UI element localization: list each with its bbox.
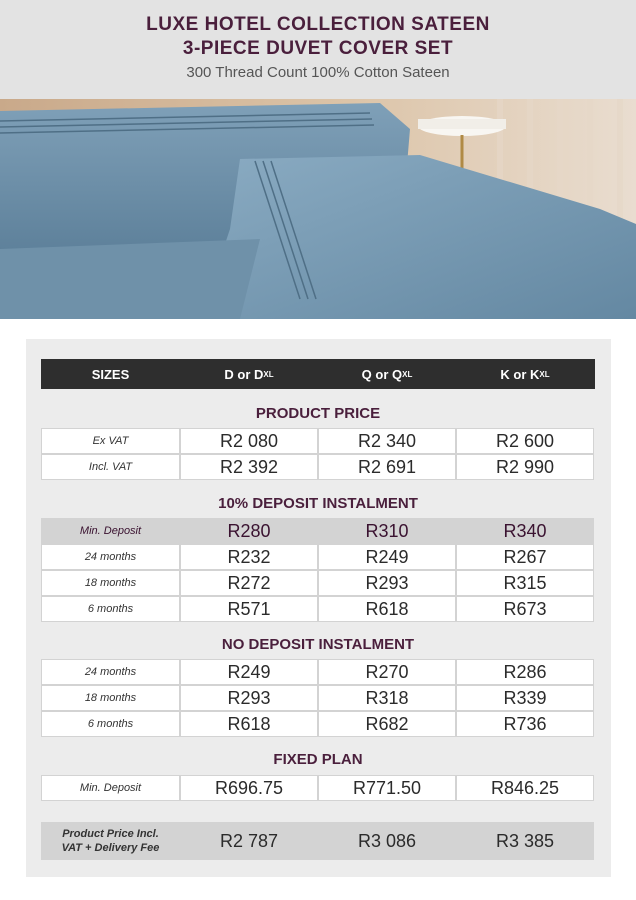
bedding-photo-icon bbox=[0, 99, 636, 319]
row-label: Min. Deposit bbox=[41, 518, 180, 544]
row-label: 6 months bbox=[41, 596, 180, 622]
price-king: R2 600 bbox=[456, 428, 594, 454]
row-label: Min. Deposit bbox=[41, 775, 180, 801]
price-king: R267 bbox=[456, 544, 594, 570]
price-queen: R310 bbox=[318, 518, 456, 544]
table-row bbox=[41, 711, 595, 737]
price-queen: R318 bbox=[318, 685, 456, 711]
bedding-photo bbox=[0, 99, 636, 319]
price-double: R2 080 bbox=[180, 428, 318, 454]
price-queen: R2 340 bbox=[318, 428, 456, 454]
price-double: R280 bbox=[180, 518, 318, 544]
price-queen: R249 bbox=[318, 544, 456, 570]
price-king: R340 bbox=[456, 518, 594, 544]
section-title-fixed-plan: FIXED PLAN bbox=[273, 751, 363, 768]
price-queen: R270 bbox=[318, 659, 456, 685]
row-label: 18 months bbox=[41, 570, 180, 596]
table-row bbox=[41, 544, 595, 570]
price-king: R846.25 bbox=[456, 775, 594, 801]
table-row bbox=[41, 454, 595, 480]
price-queen: R682 bbox=[318, 711, 456, 737]
product-title-line-2: 3-PIECE DUVET COVER SET bbox=[182, 38, 454, 59]
sizes-header-row bbox=[41, 359, 595, 389]
table-row bbox=[41, 659, 595, 685]
table-row bbox=[41, 685, 595, 711]
price-queen: R293 bbox=[318, 570, 456, 596]
size-queen-header: Q or Q XL bbox=[318, 359, 456, 389]
price-double: R696.75 bbox=[180, 775, 318, 801]
price-double: R249 bbox=[180, 659, 318, 685]
price-king: R2 990 bbox=[456, 454, 594, 480]
price-double: R571 bbox=[180, 596, 318, 622]
row-label: 24 months bbox=[41, 544, 180, 570]
row-label: Incl. VAT bbox=[41, 454, 180, 480]
price-double: R232 bbox=[180, 544, 318, 570]
price-king: R315 bbox=[456, 570, 594, 596]
row-label: Ex VAT bbox=[41, 428, 180, 454]
table-row bbox=[41, 570, 595, 596]
price-double: R272 bbox=[180, 570, 318, 596]
price-king: R736 bbox=[456, 711, 594, 737]
price-queen: R771.50 bbox=[318, 775, 456, 801]
table-row bbox=[41, 775, 595, 801]
section-title-deposit-instalment: 10% DEPOSIT INSTALMENT bbox=[218, 495, 418, 512]
total-row-label: Product Price Incl. VAT + Delivery Fee bbox=[41, 822, 180, 860]
row-label: 24 months bbox=[41, 659, 180, 685]
total-queen: R3 086 bbox=[318, 822, 456, 860]
section-title-no-deposit-instalment: NO DEPOSIT INSTALMENT bbox=[221, 636, 415, 653]
table-row bbox=[41, 428, 595, 454]
total-king: R3 385 bbox=[456, 822, 594, 860]
price-king: R339 bbox=[456, 685, 594, 711]
row-label: 6 months bbox=[41, 711, 180, 737]
size-king-header: K or K XL bbox=[456, 359, 594, 389]
row-label: 18 months bbox=[41, 685, 180, 711]
size-double-header: D or D XL bbox=[180, 359, 318, 389]
price-double: R2 392 bbox=[180, 454, 318, 480]
price-queen: R2 691 bbox=[318, 454, 456, 480]
table-row bbox=[41, 518, 595, 544]
price-table-panel bbox=[26, 339, 611, 877]
sizes-header-label: SIZES bbox=[41, 359, 180, 389]
section-title-product-price: PRODUCT PRICE bbox=[255, 405, 381, 422]
price-king: R286 bbox=[456, 659, 594, 685]
price-double: R293 bbox=[180, 685, 318, 711]
price-double: R618 bbox=[180, 711, 318, 737]
total-double: R2 787 bbox=[180, 822, 318, 860]
page-header bbox=[0, 0, 636, 99]
price-king: R673 bbox=[456, 596, 594, 622]
table-row bbox=[41, 596, 595, 622]
product-subtitle: 300 Thread Count 100% Cotton Sateen bbox=[186, 64, 450, 81]
product-title-line-1: LUXE HOTEL COLLECTION SATEEN bbox=[146, 14, 490, 35]
total-row bbox=[41, 822, 595, 860]
price-queen: R618 bbox=[318, 596, 456, 622]
